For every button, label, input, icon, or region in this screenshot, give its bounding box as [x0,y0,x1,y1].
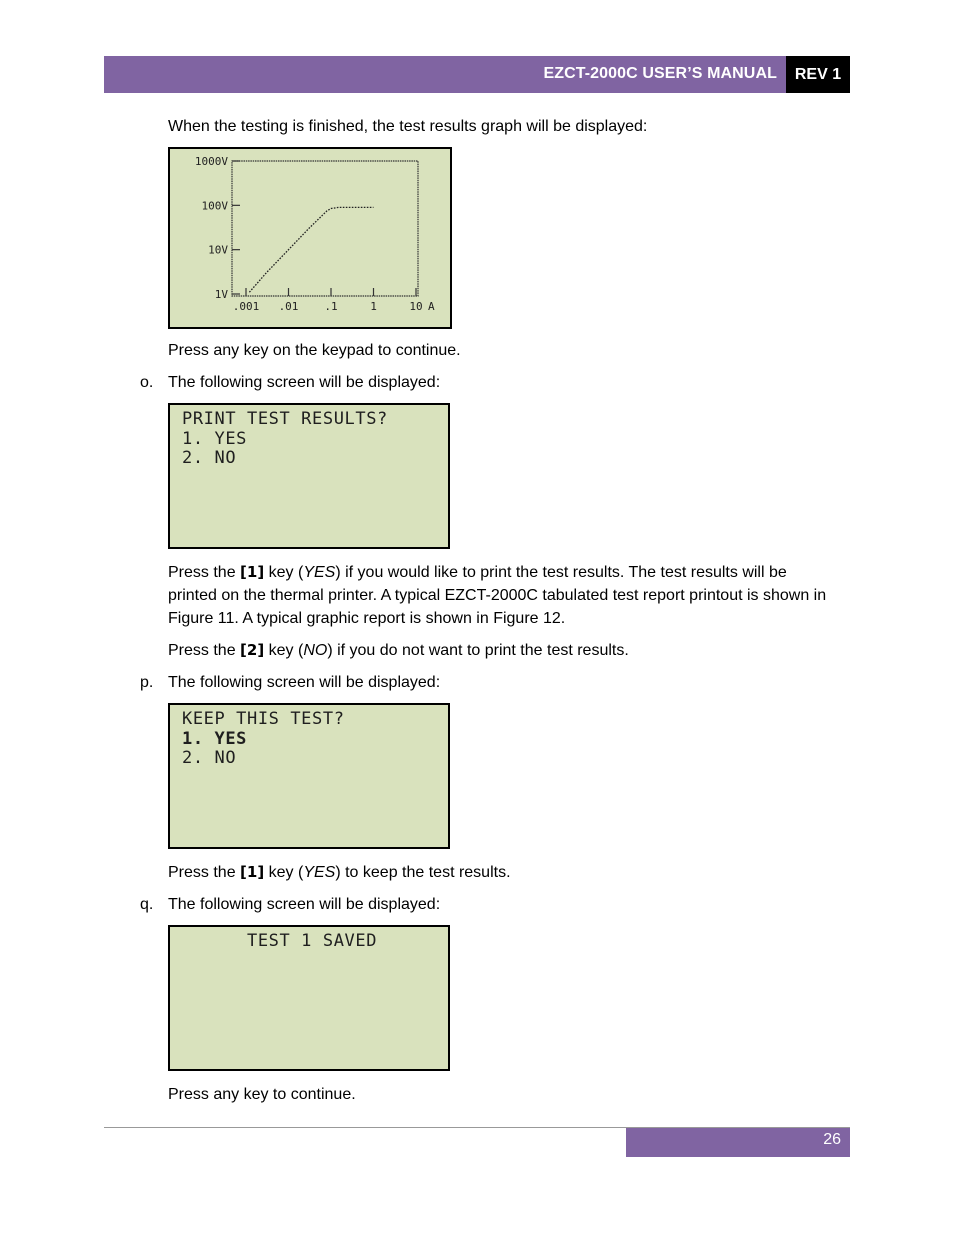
x-unit-label: A [428,300,435,313]
lcd-line: TEST 1 SAVED [182,931,378,951]
para-o1: Press the [1] key (YES) if you would like to print the test results. The test results will be printed on the thermal printer. A typical EZCT-2000C tabulated test report printout is shown in Figure 11. A typical graphic report is shown in Figure 12. [168,563,827,627]
para-o2: Press the [2] key (NO) if you do not want to print the test results. [168,641,629,659]
intro-text: When the testing is finished, the test results graph will be displayed: [168,118,648,135]
x-tick-label: 1 [370,300,377,313]
header-title: EZCT-2000C USER’S MANUAL [543,65,777,82]
final-text: Press any key to continue. [168,1086,356,1103]
key-label: [1] [240,563,265,581]
step-q-text: The following screen will be displayed: [168,896,441,913]
lcd-test-saved [168,925,450,1071]
x-tick-label: 10 [409,300,423,313]
x-tick-label: .01 [278,300,299,313]
step-o-marker: o. [140,374,154,391]
x-tick-label: .001 [232,300,260,313]
series-line [249,207,373,292]
lcd-print-results [168,403,450,549]
step-q-marker: q. [140,896,154,913]
header-rev: REV 1 [786,56,850,93]
lcd-line: 1. YES [182,428,248,449]
header-bar [104,56,786,93]
lcd-line: 2. NO [182,448,237,468]
y-tick-label: 1V [214,288,228,301]
key-label: [2] [240,641,265,659]
plot-frame [232,161,418,296]
step1-text: Press any key on the keypad to continue. [168,342,461,359]
lcd-line: KEEP THIS TEST? [182,709,345,729]
results-graph-screen [168,147,452,329]
x-tick-label: .1 [324,300,338,313]
footer-box [626,1128,850,1157]
lcd-line: 2. NO [182,748,237,768]
y-tick-label: 100V [201,199,228,213]
para-p1: Press the [1] key (YES) to keep the test results. [168,863,511,881]
results-graph [170,149,450,327]
step-o-text: The following screen will be displayed: [168,374,441,391]
step-p-marker: p. [140,674,154,691]
key-label: [1] [240,863,265,881]
y-tick-label: 1000V [194,155,228,168]
y-tick-label: 10V [208,243,228,257]
page-number: 26 [823,1131,841,1148]
lcd-keep-test [168,703,450,849]
lcd-line: PRINT TEST RESULTS? [182,409,388,429]
step-p-text: The following screen will be displayed: [168,674,441,691]
lcd-line-selected: 1. YES [182,728,248,749]
